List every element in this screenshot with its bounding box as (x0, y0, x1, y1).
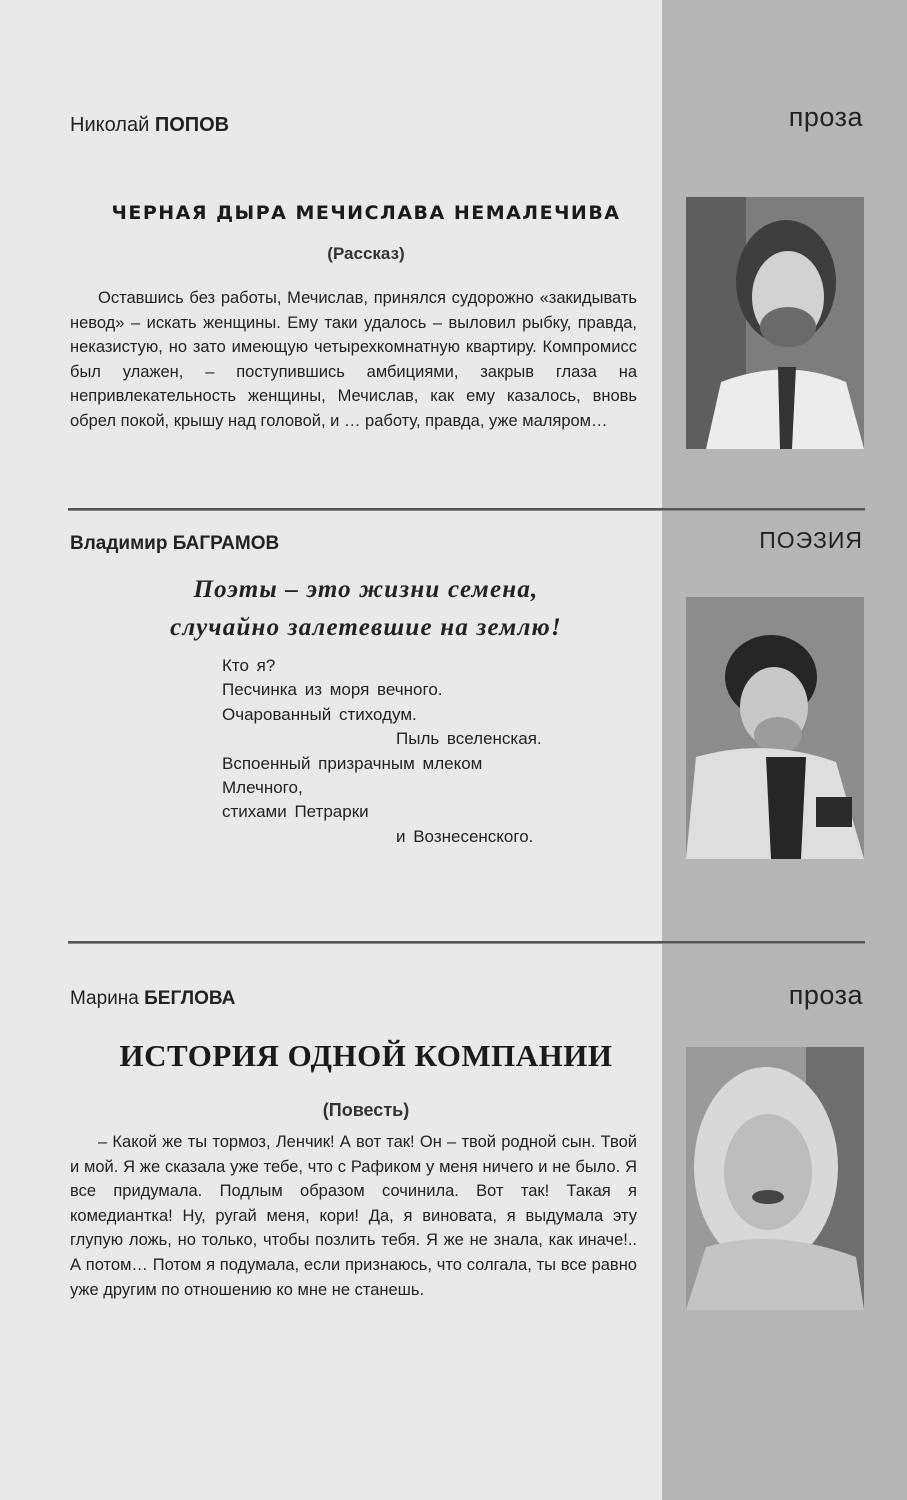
author-last-name: ПОПОВ (154, 114, 230, 136)
author-first-name: Владимир (70, 533, 168, 554)
man-portrait-photo (686, 197, 864, 449)
man-portrait-image (686, 197, 864, 449)
story-subtitle: (Рассказ) (327, 244, 405, 263)
section-divider (68, 508, 865, 511)
author-last-name: БЕГЛОВА (144, 988, 236, 1009)
story-excerpt-text: Оставшись без работы, Мечислав, принялся судорожно «закидывать невод» – искать женщины. Ему таки удалось – выловил рыбку, правда, неказистую, но зато имеющую четырехкомнатную квартиру. Компромисс был улажен, – поступившись амбициями, закрыв глаза на непривлекательность женщины, Мечислав, как ему казалось, вновь обрел покой, крышу над головой, и … работу, правда, уже маляром… (70, 289, 637, 430)
author-first-name: Марина (70, 988, 139, 1009)
author-popov (70, 114, 229, 137)
novella-subtitle: (Повесть) (322, 1100, 410, 1120)
poem-line: Вспоенный призрачным млеком (222, 753, 483, 773)
poem-epigraph (70, 571, 662, 647)
woman-portrait-image (686, 1047, 864, 1310)
poem-line: Песчинка из моря вечного. (222, 680, 443, 700)
man-signing-photo (686, 597, 864, 859)
genre-label-prose: проза (788, 980, 863, 1010)
poem-line: и Вознесенского. (396, 826, 534, 846)
author-first-name: Николай (70, 114, 150, 136)
story-title: ЧЕРНАЯ ДЫРА МЕЧИСЛАВА НЕМАЛЕЧИВА (111, 202, 621, 224)
novella-excerpt-text: – Какой же ты тормоз, Ленчик! А вот так! Он – твой родной сын. Твой и мой. Я же сказала уже тебе, что с Рафиком у меня ничего и не было. Я все придумала. Подлым образом сочинила. Вот так! Такая я комедиантка! Ну, ругай меня, кори! Да, я виновата, я выдумала эту глупую ложь, но только, чтобы позлить тебя. Я же не знала, как иначе!.. А потом… Потом я подумала, если признаюсь, что солгала, ты все равно уже другим по отношению ко мне не станешь. (70, 1133, 637, 1299)
poem-line: Пыль вселенская. (396, 729, 542, 749)
story-excerpt (70, 286, 637, 434)
poem-line: Млечного, (222, 778, 303, 798)
author-last-name: БАГРАМОВ (172, 533, 280, 554)
poem-line: стихами Петрарки (222, 802, 369, 822)
genre-label-poetry: ПОЭЗИЯ (759, 527, 863, 553)
poem-line: Кто я? (222, 656, 276, 675)
epigraph-line: случайно залетевшие на землю! (170, 614, 562, 641)
woman-portrait-photo (686, 1047, 864, 1310)
genre-label-prose: проза (788, 102, 863, 132)
novella-title: ИСТОРИЯ ОДНОЙ КОМПАНИИ (119, 1038, 613, 1073)
epigraph-line: Поэты – это жизни семена, (193, 576, 539, 603)
author-bagramov (70, 533, 279, 555)
poem-text (222, 654, 542, 849)
section-divider (68, 941, 865, 944)
poem-line: Очарованный стиходум. (222, 704, 417, 724)
man-signing-image (686, 597, 864, 859)
novella-excerpt (70, 1130, 637, 1302)
author-beglova (70, 988, 235, 1010)
